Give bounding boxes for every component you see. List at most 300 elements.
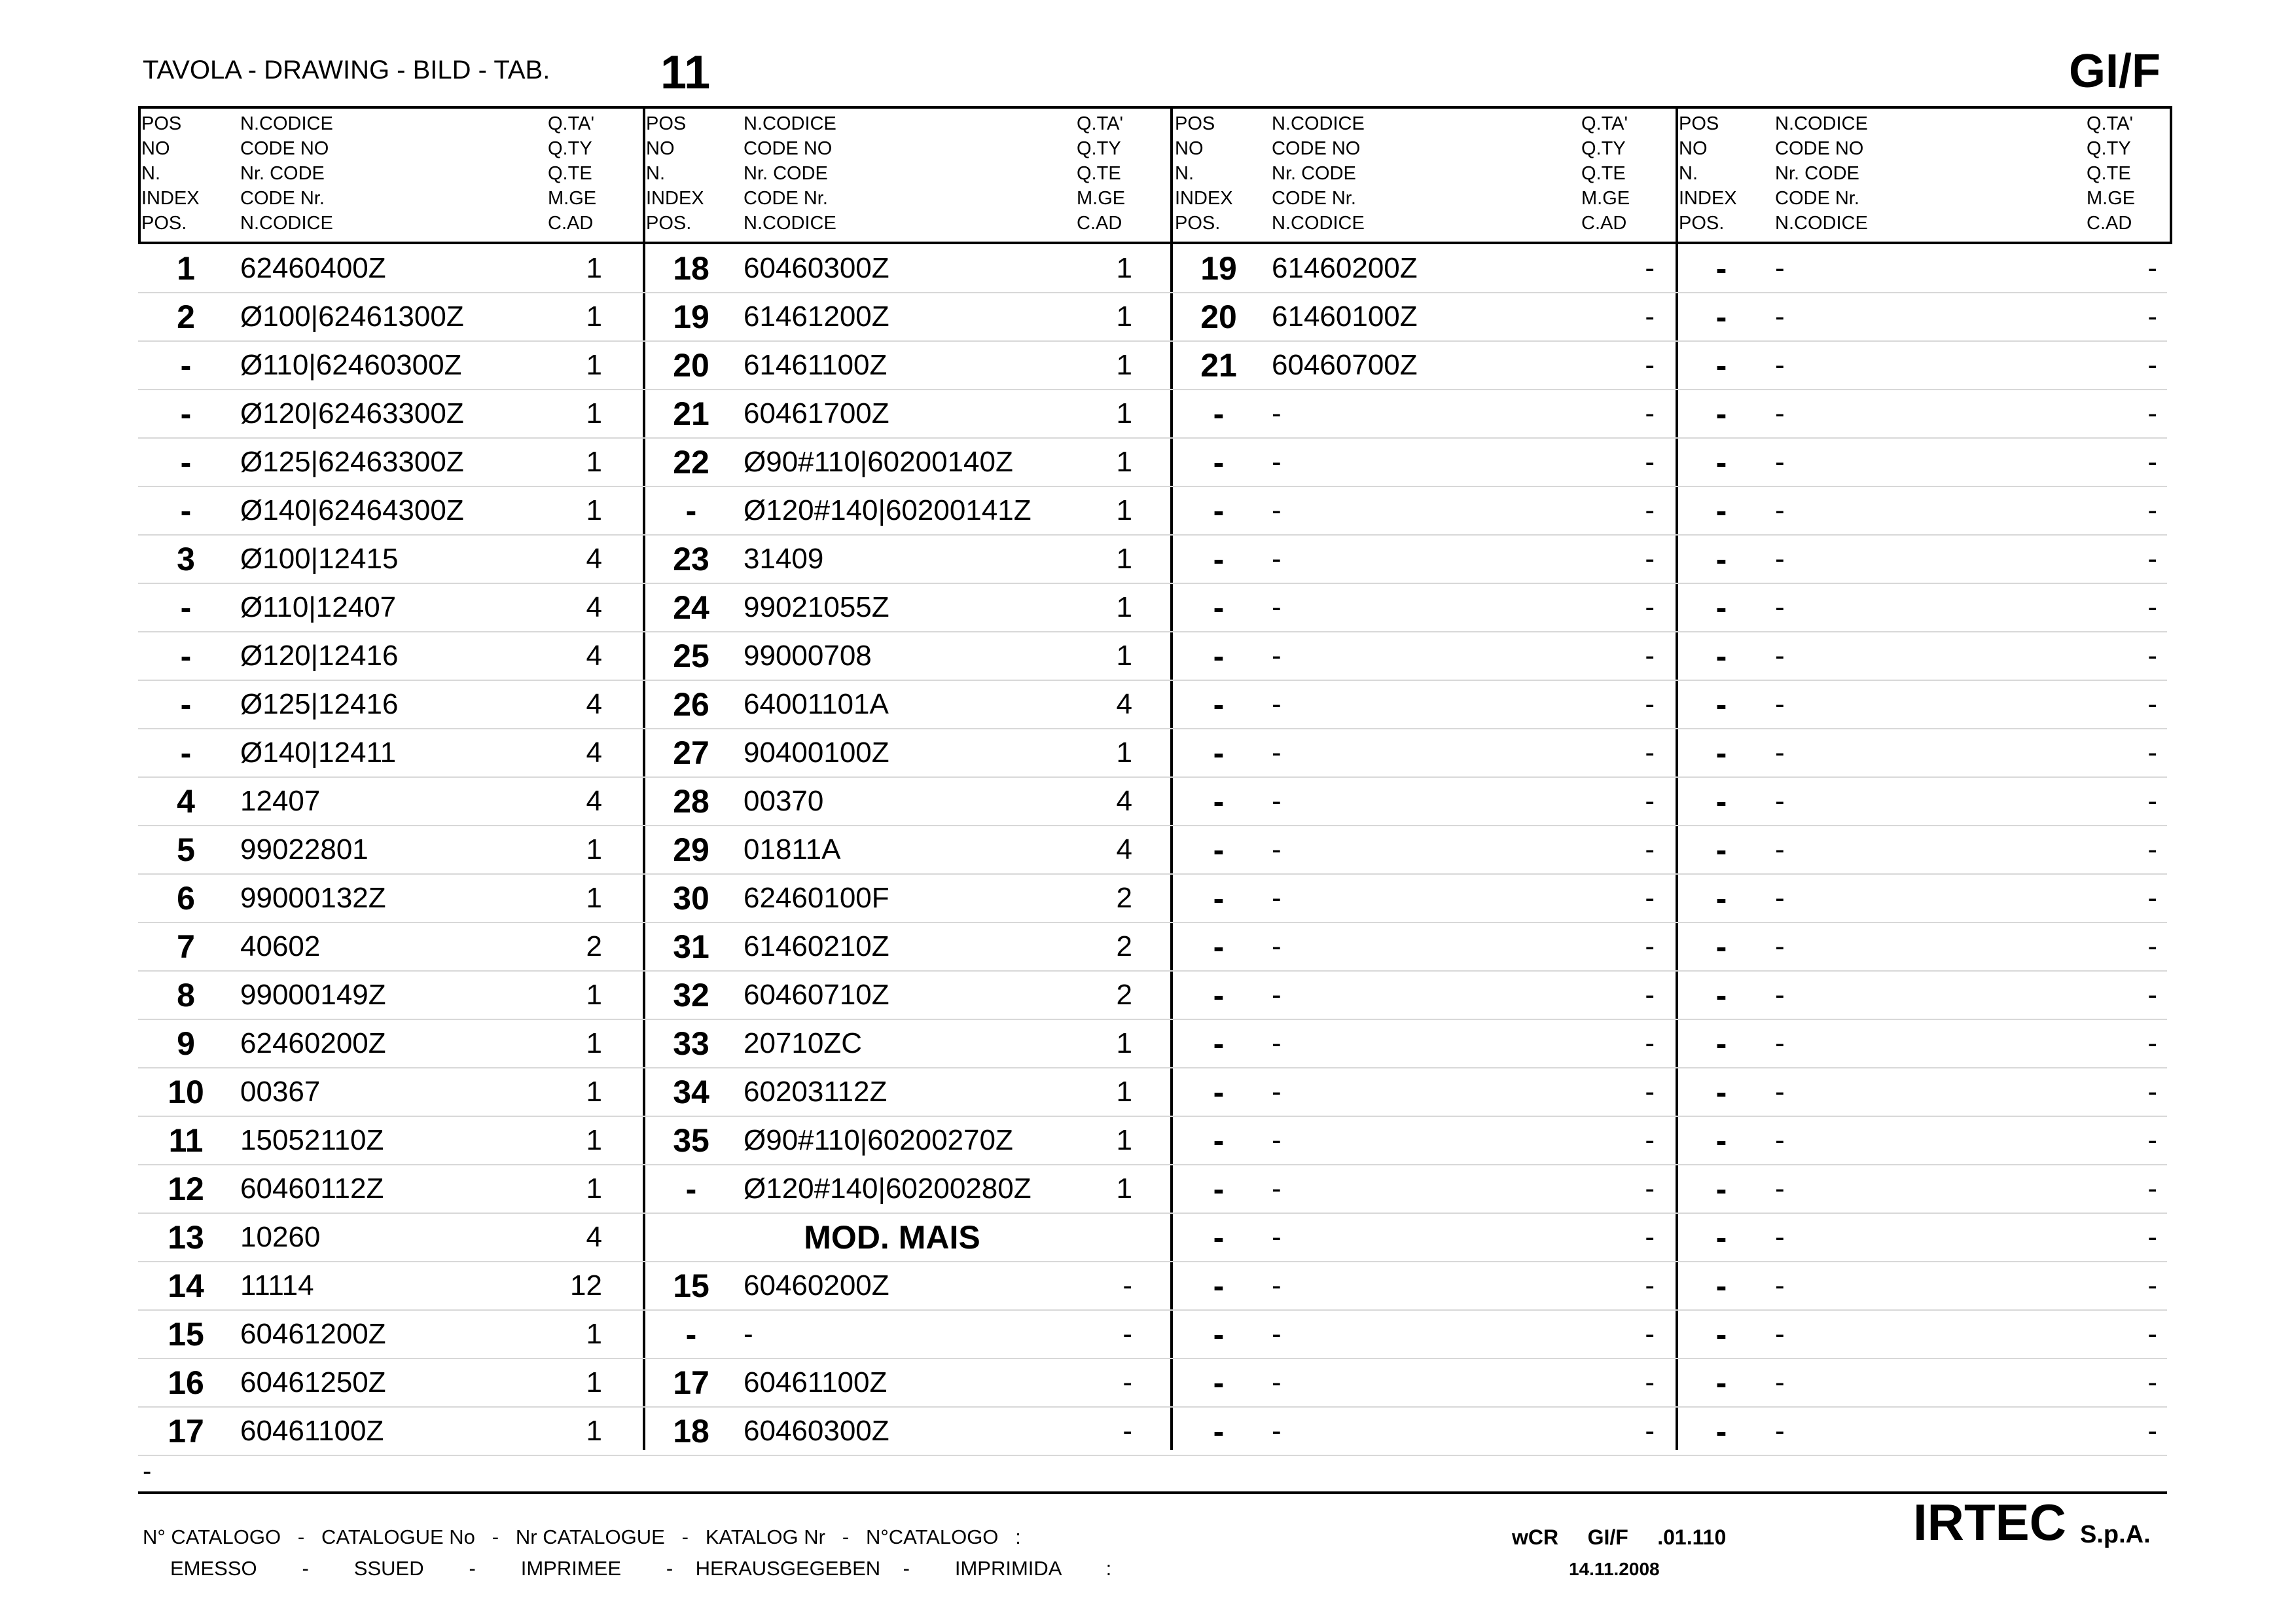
header-code-labels: [240, 111, 333, 236]
header-label: CODE NO: [744, 138, 833, 159]
quantity: -: [1645, 930, 1655, 962]
quantity: -: [1645, 349, 1655, 381]
position-number: 25: [673, 638, 709, 674]
header-pos-labels: [1679, 111, 1737, 236]
position-number: -: [1715, 395, 1727, 432]
header-label: CODE Nr.: [1272, 188, 1356, 209]
part-code: 99000708: [744, 640, 872, 672]
header-label: Q.TE: [2087, 163, 2131, 184]
part-code: -: [1775, 1415, 1785, 1447]
quantity: 4: [1116, 688, 1132, 720]
quantity: 4: [1116, 833, 1132, 866]
part-code: 60460300Z: [744, 1415, 889, 1447]
position-number: 2: [177, 299, 195, 335]
quantity: -: [1645, 1076, 1655, 1108]
position-number: -: [1715, 1413, 1727, 1450]
quantity: -: [2147, 1221, 2157, 1253]
quantity: -: [2147, 1415, 2157, 1447]
part-code: -: [1775, 1124, 1785, 1156]
quantity: -: [1645, 1221, 1655, 1253]
part-code: 62460100F: [744, 882, 889, 914]
quantity: 1: [1116, 737, 1132, 769]
position-number: 17: [168, 1413, 204, 1450]
header-label: POS: [1679, 113, 1719, 134]
quantity: -: [2147, 1269, 2157, 1302]
part-code: 64001101A: [744, 688, 889, 720]
quantity: 2: [1116, 930, 1132, 962]
part-code: 60460200Z: [744, 1269, 889, 1302]
position-number: -: [1715, 977, 1727, 1013]
part-code: -: [1272, 1076, 1282, 1108]
model-code: GI/F: [2069, 45, 2161, 98]
quantity: -: [1645, 1318, 1655, 1350]
header-label: POS.: [141, 213, 187, 234]
position-number: 30: [673, 880, 709, 917]
part-code: 99000132Z: [240, 882, 386, 914]
position-number: 19: [673, 299, 709, 335]
position-number: -: [180, 735, 192, 771]
part-code: -: [1272, 543, 1282, 575]
header-qty-labels: [548, 111, 596, 236]
quantity: -: [1645, 494, 1655, 526]
part-code: 61460200Z: [1272, 252, 1418, 284]
row-separator: [138, 389, 2167, 390]
position-number: -: [180, 492, 192, 529]
quantity: 1: [586, 494, 602, 526]
row-separator: [138, 728, 2167, 729]
header-label: CODE NO: [1775, 138, 1864, 159]
row-separator: [138, 1164, 2167, 1165]
part-code: Ø110|62460300Z: [240, 349, 462, 381]
quantity: -: [1122, 1415, 1132, 1447]
part-code: 60460700Z: [1272, 349, 1418, 381]
position-number: -: [1213, 1025, 1225, 1062]
header-label: M.GE: [2087, 188, 2136, 209]
header-label: N.CODICE: [1272, 213, 1365, 234]
part-code: -: [1272, 1124, 1282, 1156]
quantity: -: [2147, 1366, 2157, 1398]
quantity: -: [2147, 640, 2157, 672]
part-code: Ø110|12407: [240, 591, 397, 623]
position-number: 22: [673, 444, 709, 481]
part-code: -: [1272, 979, 1282, 1011]
quantity: -: [1122, 1318, 1132, 1350]
position-number: 9: [177, 1025, 195, 1062]
position-number: 17: [673, 1364, 709, 1401]
header-label: NO: [1175, 138, 1204, 159]
position-number: -: [1213, 1364, 1225, 1401]
position-number: 6: [177, 880, 195, 917]
position-number: 15: [673, 1267, 709, 1304]
position-number: -: [1715, 299, 1727, 335]
part-code: 61461200Z: [744, 301, 889, 333]
header-code-labels: [1775, 111, 1868, 236]
header-label: CODE NO: [240, 138, 329, 159]
header-label: NO: [646, 138, 675, 159]
part-code: 40602: [240, 930, 321, 962]
position-number: -: [1213, 444, 1225, 481]
part-code: 99022801: [240, 833, 368, 866]
part-code: -: [1775, 785, 1785, 817]
quantity: -: [1645, 1027, 1655, 1059]
header-label: Q.TY: [1077, 138, 1121, 159]
part-code: -: [1775, 640, 1785, 672]
stray-mark: -: [143, 1457, 152, 1486]
position-number: -: [1213, 1267, 1225, 1304]
position-number: -: [1715, 1219, 1727, 1256]
position-number: -: [1715, 831, 1727, 868]
part-code: -: [1272, 1221, 1282, 1253]
quantity: -: [2147, 833, 2157, 866]
header-label: POS: [646, 113, 687, 134]
quantity: 1: [586, 252, 602, 284]
position-number: -: [1213, 735, 1225, 771]
position-number: -: [1213, 977, 1225, 1013]
position-number: -: [1213, 1316, 1225, 1353]
position-number: -: [1213, 589, 1225, 626]
quantity: -: [2147, 930, 2157, 962]
part-code: 60461100Z: [744, 1366, 888, 1398]
part-code: 20710ZC: [744, 1027, 863, 1059]
quantity: 1: [1116, 1173, 1132, 1205]
quantity: 1: [1116, 349, 1132, 381]
position-number: 31: [673, 928, 709, 965]
header-label: CODE NO: [1272, 138, 1361, 159]
row-separator: [138, 1116, 2167, 1117]
row-separator: [138, 922, 2167, 923]
position-number: -: [1715, 928, 1727, 965]
quantity: 1: [586, 1027, 602, 1059]
header-pos-labels: [141, 111, 200, 236]
quantity: 1: [1116, 446, 1132, 478]
header-label: Nr. CODE: [1775, 163, 1859, 184]
position-number: -: [180, 347, 192, 384]
position-number: 8: [177, 977, 195, 1013]
header-label: N.: [646, 163, 665, 184]
header-pos-labels: [646, 111, 704, 236]
quantity: 1: [586, 1124, 602, 1156]
part-code: -: [1775, 349, 1785, 381]
header-label: Q.TA': [2087, 113, 2134, 134]
header-label: N.: [141, 163, 160, 184]
row-separator: [138, 583, 2167, 584]
part-code: -: [1272, 494, 1282, 526]
quantity: -: [1645, 397, 1655, 429]
quantity: -: [2147, 252, 2157, 284]
position-number: -: [1715, 492, 1727, 529]
position-number: -: [1715, 444, 1727, 481]
row-separator: [138, 1213, 2167, 1214]
position-number: -: [180, 589, 192, 626]
quantity: -: [2147, 882, 2157, 914]
header-qty-labels: [1077, 111, 1125, 236]
part-code: -: [1272, 640, 1282, 672]
position-number: -: [685, 1171, 697, 1207]
position-number: -: [1213, 638, 1225, 674]
row-separator: [138, 1309, 2167, 1311]
position-number: -: [1213, 1219, 1225, 1256]
quantity: -: [2147, 494, 2157, 526]
part-code: Ø120|62463300Z: [240, 397, 464, 429]
position-number: 33: [673, 1025, 709, 1062]
header-label: Q.TA': [1581, 113, 1628, 134]
row-separator: [138, 437, 2167, 439]
quantity: 1: [586, 446, 602, 478]
position-number: -: [180, 686, 192, 723]
position-number: 12: [168, 1171, 204, 1207]
position-number: 29: [673, 831, 709, 868]
table-number: 11: [660, 46, 711, 99]
header-code-labels: [1272, 111, 1365, 236]
position-number: 14: [168, 1267, 204, 1304]
position-number: -: [1213, 541, 1225, 577]
position-number: -: [1213, 783, 1225, 820]
quantity: -: [2147, 543, 2157, 575]
section-label: MOD. MAIS: [804, 1219, 980, 1256]
header-label: N.CODICE: [240, 113, 333, 134]
part-code: -: [1272, 930, 1282, 962]
header-label: N.CODICE: [240, 213, 333, 234]
position-number: -: [1213, 928, 1225, 965]
header-label: POS: [141, 113, 182, 134]
quantity: 4: [586, 688, 602, 720]
header-qty-labels: [1581, 111, 1630, 236]
part-code: -: [1775, 301, 1785, 333]
position-number: 15: [168, 1316, 204, 1353]
position-number: -: [1715, 880, 1727, 917]
quantity: 1: [586, 1366, 602, 1398]
position-number: -: [1715, 250, 1727, 287]
header-label: INDEX: [141, 188, 200, 209]
quantity: 1: [586, 301, 602, 333]
quantity: -: [2147, 1173, 2157, 1205]
quantity: 1: [586, 1318, 602, 1350]
quantity: -: [1122, 1269, 1132, 1302]
part-code: -: [1272, 737, 1282, 769]
part-code: -: [1272, 688, 1282, 720]
part-code: -: [1775, 979, 1785, 1011]
header-label: INDEX: [1175, 188, 1233, 209]
position-number: -: [1715, 686, 1727, 723]
column-divider: [1170, 106, 1173, 1450]
quantity: -: [2147, 349, 2157, 381]
part-code: 99021055Z: [744, 591, 889, 623]
quantity: 1: [586, 979, 602, 1011]
position-number: 13: [168, 1219, 204, 1256]
quantity: 1: [1116, 1124, 1132, 1156]
position-number: 21: [673, 395, 709, 432]
row-separator: [138, 1019, 2167, 1020]
quantity: 12: [570, 1269, 602, 1302]
part-code: -: [1272, 1366, 1282, 1398]
part-code: -: [1272, 833, 1282, 866]
part-code: 62460400Z: [240, 252, 386, 284]
position-number: 3: [177, 541, 195, 577]
quantity: -: [2147, 1076, 2157, 1108]
part-code: Ø100|12415: [240, 543, 399, 575]
row-separator: [138, 1406, 2167, 1408]
part-code: 60461700Z: [744, 397, 889, 429]
position-number: 7: [177, 928, 195, 965]
quantity: -: [1645, 446, 1655, 478]
quantity: -: [1122, 1366, 1132, 1398]
part-code: -: [1775, 591, 1785, 623]
quantity: 1: [586, 833, 602, 866]
part-code: -: [1272, 785, 1282, 817]
header-label: M.GE: [548, 188, 597, 209]
quantity: 2: [1116, 979, 1132, 1011]
catalog-reference: wCR GI/F .01.110: [1512, 1525, 1727, 1549]
position-number: 34: [673, 1074, 709, 1110]
quantity: 1: [586, 349, 602, 381]
quantity: 4: [586, 591, 602, 623]
quantity: 1: [1116, 301, 1132, 333]
quantity: 1: [1116, 1076, 1132, 1108]
quantity: 4: [586, 640, 602, 672]
header-label: C.AD: [2087, 213, 2132, 234]
part-code: -: [1775, 882, 1785, 914]
quantity: 1: [1116, 494, 1132, 526]
part-code: -: [1775, 833, 1785, 866]
quantity: 1: [586, 882, 602, 914]
position-number: 20: [1200, 299, 1237, 335]
quantity: -: [1645, 1173, 1655, 1205]
header-label: Nr. CODE: [744, 163, 828, 184]
position-number: -: [1213, 1171, 1225, 1207]
position-number: 11: [168, 1122, 204, 1159]
part-code: Ø90#110|60200140Z: [744, 446, 1013, 478]
position-number: -: [1715, 1267, 1727, 1304]
header-label: CODE Nr.: [240, 188, 325, 209]
part-code: 99000149Z: [240, 979, 386, 1011]
part-code: -: [1775, 1076, 1785, 1108]
quantity: -: [1645, 543, 1655, 575]
header-label: POS: [1175, 113, 1215, 134]
row-separator: [138, 1261, 2167, 1262]
part-code: Ø100|62461300Z: [240, 301, 464, 333]
quantity: -: [2147, 301, 2157, 333]
part-code: 00370: [744, 785, 824, 817]
part-code: -: [1775, 1366, 1785, 1398]
quantity: 4: [586, 785, 602, 817]
part-code: 15052110Z: [240, 1124, 384, 1156]
footer-catalog-label: N° CATALOGO - CATALOGUE No - Nr CATALOGUE - KATALOG Nr - N°CATALOGO :: [143, 1525, 1021, 1548]
part-code: Ø120#140|60200280Z: [744, 1173, 1031, 1205]
header-label: POS.: [646, 213, 692, 234]
position-number: -: [1715, 783, 1727, 820]
quantity: 4: [586, 737, 602, 769]
header-label: M.GE: [1581, 188, 1630, 209]
position-number: 5: [177, 831, 195, 868]
part-code: -: [1775, 446, 1785, 478]
header-label: N.CODICE: [1775, 213, 1868, 234]
quantity: -: [1645, 1269, 1655, 1302]
quantity: -: [2147, 1318, 2157, 1350]
header-label: N.: [1175, 163, 1194, 184]
part-code: 61460100Z: [1272, 301, 1418, 333]
position-number: -: [1715, 1122, 1727, 1159]
quantity: 1: [586, 1173, 602, 1205]
column-divider: [1676, 106, 1678, 1450]
part-code: 90400100Z: [744, 737, 889, 769]
position-number: -: [180, 444, 192, 481]
position-number: 32: [673, 977, 709, 1013]
position-number: -: [1715, 638, 1727, 674]
quantity: -: [1645, 301, 1655, 333]
row-separator: [138, 970, 2167, 972]
part-code: -: [1775, 494, 1785, 526]
position-number: 18: [673, 250, 709, 287]
position-number: -: [1715, 1171, 1727, 1207]
part-code: 61460210Z: [744, 930, 889, 962]
part-code: -: [1775, 688, 1785, 720]
quantity: -: [1645, 252, 1655, 284]
part-code: 11114: [240, 1269, 314, 1302]
part-code: Ø125|62463300Z: [240, 446, 464, 478]
part-code: 12407: [240, 785, 321, 817]
quantity: 4: [586, 543, 602, 575]
part-code: -: [1775, 1269, 1785, 1302]
quantity: 1: [1116, 252, 1132, 284]
part-code: -: [1775, 543, 1785, 575]
part-code: 60461200Z: [240, 1318, 386, 1350]
header-label: C.AD: [1581, 213, 1627, 234]
header-label: Nr. CODE: [1272, 163, 1356, 184]
quantity: -: [2147, 1124, 2157, 1156]
header-label: NO: [141, 138, 170, 159]
part-code: -: [1272, 397, 1282, 429]
header-pos-labels: [1175, 111, 1233, 236]
part-code: 60461100Z: [240, 1415, 384, 1447]
quantity: -: [1645, 1366, 1655, 1398]
part-code: 01811A: [744, 833, 841, 866]
company-suffix: S.p.A.: [2080, 1521, 2151, 1548]
quantity: -: [1645, 737, 1655, 769]
position-number: 18: [673, 1413, 709, 1450]
row-separator: [138, 825, 2167, 826]
position-number: -: [1213, 395, 1225, 432]
quantity: 2: [586, 930, 602, 962]
quantity: -: [2147, 446, 2157, 478]
part-code: -: [1775, 397, 1785, 429]
quantity: 4: [586, 1221, 602, 1253]
quantity: -: [1645, 1124, 1655, 1156]
row-separator: [138, 680, 2167, 681]
header-label: Q.TA': [548, 113, 595, 134]
part-code: 60203112Z: [744, 1076, 888, 1108]
quantity: 1: [586, 1415, 602, 1447]
quantity: -: [2147, 591, 2157, 623]
part-code: Ø90#110|60200270Z: [744, 1124, 1013, 1156]
position-number: 28: [673, 783, 709, 820]
company-logo: IRTEC: [1913, 1493, 2066, 1551]
header-label: Q.TE: [1077, 163, 1121, 184]
header-label: C.AD: [548, 213, 594, 234]
position-number: 27: [673, 735, 709, 771]
header-qty-labels: [2087, 111, 2135, 236]
position-number: -: [1213, 1413, 1225, 1450]
part-code: 61461100Z: [744, 349, 888, 381]
part-code: -: [1272, 1269, 1282, 1302]
quantity: 2: [1116, 882, 1132, 914]
part-code: 00367: [240, 1076, 321, 1108]
quantity: 1: [586, 397, 602, 429]
part-code: 10260: [240, 1221, 321, 1253]
part-code: -: [1775, 737, 1785, 769]
position-number: -: [1213, 831, 1225, 868]
quantity: 1: [1116, 591, 1132, 623]
quantity: -: [2147, 785, 2157, 817]
